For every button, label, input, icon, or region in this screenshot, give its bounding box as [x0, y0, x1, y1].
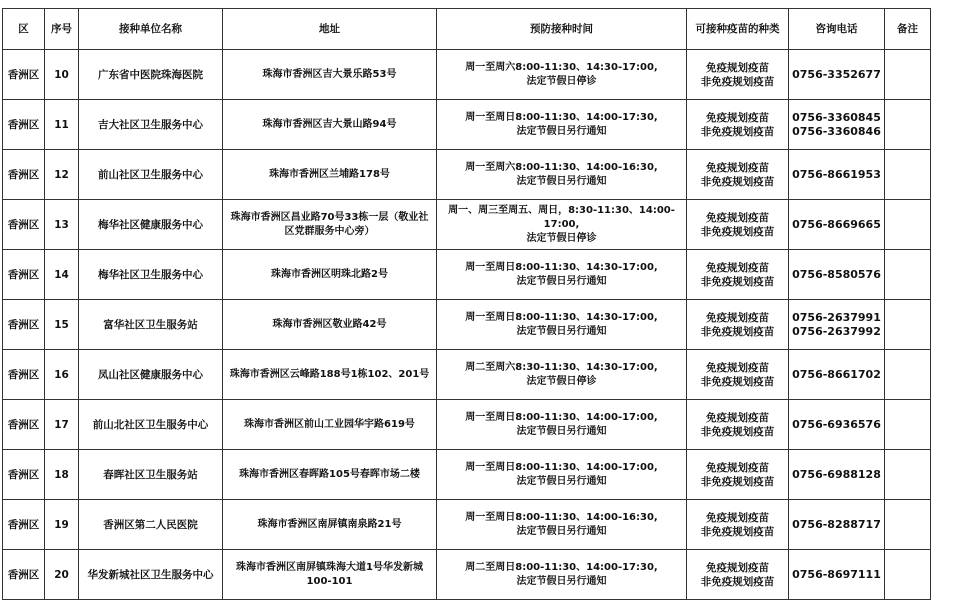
cell-district	[3, 100, 45, 150]
table-row	[3, 100, 931, 150]
cell-time	[437, 300, 687, 350]
cell-unit-name-text: 梅华社区卫生服务中心	[98, 268, 203, 281]
cell-time	[437, 500, 687, 550]
cell-phone-text: 0756-3360845	[792, 110, 881, 124]
cell-address-text: 珠海市香洲区春晖路105号春晖市场二楼	[239, 468, 420, 480]
cell-vaccine-types	[687, 250, 789, 300]
cell-number-text: 19	[54, 518, 69, 531]
cell-district-text: 香洲区	[7, 568, 40, 581]
cell-phone-text: 0756-6936576	[792, 417, 881, 431]
cell-number	[45, 150, 79, 200]
cell-vaccine-types-text: 非免疫规划疫苗	[700, 325, 775, 338]
cell-unit-name-text: 香洲区第二人民医院	[103, 518, 198, 531]
cell-vaccine-types-text: 非免疫规划疫苗	[700, 75, 775, 88]
cell-vaccine-types-text: 非免疫规划疫苗	[700, 375, 775, 388]
cell-address	[223, 400, 437, 450]
table-header	[3, 9, 931, 50]
cell-vaccine-types	[687, 300, 789, 350]
cell-vaccine-types	[687, 100, 789, 150]
cell-phone	[789, 100, 885, 150]
cell-phone-text: 0756-3352677	[792, 67, 881, 81]
cell-district	[3, 150, 45, 200]
cell-address	[223, 550, 437, 600]
cell-address-text: 珠海市香洲区吉大景山路94号	[262, 118, 397, 130]
cell-phone-text: 0756-2637991	[792, 310, 881, 324]
cell-vaccine-types-text: 非免疫规划疫苗	[700, 125, 775, 138]
cell-phone	[789, 450, 885, 500]
cell-district-text: 香洲区	[7, 268, 40, 281]
cell-vaccine-types-text: 非免疫规划疫苗	[700, 175, 775, 188]
cell-number	[45, 50, 79, 100]
cell-vaccine-types	[687, 150, 789, 200]
cell-time-text: 周一至周日8:00-11:30、14:00-17:00,	[465, 411, 658, 423]
cell-note	[885, 50, 931, 100]
cell-note	[885, 350, 931, 400]
table-row	[3, 150, 931, 200]
cell-time-text: 周一至周日8:00-11:30、14:00-17:00,	[465, 461, 658, 473]
cell-phone-text: 0756-3360846	[792, 124, 881, 138]
cell-time-text: 法定节假日停诊	[526, 232, 597, 244]
cell-address-text: 珠海市香洲区前山工业园华宇路619号	[244, 418, 415, 430]
cell-number	[45, 500, 79, 550]
cell-number-text: 20	[54, 568, 69, 581]
cell-unit-name-text: 吉大社区卫生服务中心	[98, 118, 203, 131]
cell-address-text: 珠海市香洲区兰埔路178号	[269, 168, 390, 180]
cell-note	[885, 100, 931, 150]
cell-vaccine-types-text: 免疫规划疫苗	[706, 311, 769, 324]
vaccination-sites-table	[2, 8, 931, 600]
cell-time-text: 法定节假日停诊	[526, 375, 597, 387]
cell-phone	[789, 550, 885, 600]
cell-unit-name	[79, 50, 223, 100]
cell-phone	[789, 400, 885, 450]
cell-vaccine-types-text: 免疫规划疫苗	[706, 111, 769, 124]
cell-vaccine-types	[687, 550, 789, 600]
cell-phone-text: 0756-8580576	[792, 267, 881, 281]
cell-unit-name-text: 梅华社区健康服务中心	[98, 218, 203, 231]
cell-vaccine-types-text: 免疫规划疫苗	[706, 511, 769, 524]
cell-number-text: 14	[54, 268, 69, 281]
cell-unit-name	[79, 150, 223, 200]
cell-unit-name	[79, 500, 223, 550]
cell-unit-name-text: 华发新城社区卫生服务中心	[87, 568, 214, 581]
cell-unit-name	[79, 100, 223, 150]
cell-unit-name	[79, 250, 223, 300]
cell-vaccine-types-text: 非免疫规划疫苗	[700, 575, 775, 588]
cell-number-text: 16	[54, 368, 69, 381]
cell-address-text: 珠海市香洲区明珠北路2号	[271, 268, 388, 280]
cell-time	[437, 550, 687, 600]
cell-district-text: 香洲区	[7, 468, 40, 481]
cell-unit-name	[79, 550, 223, 600]
cell-number-text: 13	[54, 218, 69, 231]
cell-note	[885, 550, 931, 600]
cell-district	[3, 300, 45, 350]
cell-unit-name-text: 广东省中医院珠海医院	[98, 68, 203, 81]
cell-time-text: 周二至周日8:00-11:30、14:00-17:30,	[465, 561, 658, 573]
cell-vaccine-types-text: 免疫规划疫苗	[706, 211, 769, 224]
cell-phone	[789, 250, 885, 300]
cell-time-text: 法定节假日另行通知	[516, 275, 607, 287]
cell-vaccine-types-text: 免疫规划疫苗	[706, 261, 769, 274]
cell-phone-text: 0756-8661702	[792, 367, 881, 381]
cell-time-text: 周一至周日8:00-11:30、14:30-17:00,	[465, 311, 658, 323]
table-row	[3, 450, 931, 500]
cell-phone-text: 0756-8697111	[792, 567, 881, 581]
cell-time-text: 周二至周六8:30-11:30、14:30-17:00,	[465, 361, 658, 373]
cell-district-text: 香洲区	[7, 68, 40, 81]
cell-number	[45, 350, 79, 400]
cell-address-text: 珠海市香洲区昌业路70号33栋一层（敬业社区党群服务中心旁）	[230, 211, 429, 237]
cell-vaccine-types	[687, 200, 789, 250]
cell-unit-name-text: 前山北社区卫生服务中心	[92, 418, 209, 431]
cell-district	[3, 50, 45, 100]
cell-time-text: 法定节假日另行通知	[516, 175, 607, 187]
cell-number	[45, 550, 79, 600]
cell-district	[3, 350, 45, 400]
cell-time	[437, 100, 687, 150]
cell-vaccine-types-text: 非免疫规划疫苗	[700, 475, 775, 488]
cell-time-text: 周一至周日8:00-11:30、14:00-17:30,	[465, 111, 658, 123]
cell-address	[223, 250, 437, 300]
header-cell-unit-name: 接种单位名称	[79, 9, 223, 50]
cell-vaccine-types	[687, 450, 789, 500]
cell-address	[223, 50, 437, 100]
table-body	[3, 50, 931, 600]
cell-number	[45, 450, 79, 500]
cell-unit-name	[79, 350, 223, 400]
cell-note	[885, 150, 931, 200]
cell-phone	[789, 350, 885, 400]
header-cell-address: 地址	[223, 9, 437, 50]
cell-unit-name-text: 春晖社区卫生服务站	[103, 468, 198, 481]
cell-vaccine-types	[687, 500, 789, 550]
cell-time	[437, 50, 687, 100]
cell-number-text: 11	[54, 118, 69, 131]
cell-address-text: 珠海市香洲区南屏镇南泉路21号	[257, 518, 402, 530]
cell-time-text: 周一至周六8:00-11:30、14:30-17:00,	[465, 61, 658, 73]
cell-phone	[789, 200, 885, 250]
cell-number	[45, 100, 79, 150]
cell-vaccine-types-text: 免疫规划疫苗	[706, 61, 769, 74]
cell-district	[3, 400, 45, 450]
cell-phone-text: 0756-6988128	[792, 467, 881, 481]
header-cell-note: 备注	[885, 9, 931, 50]
cell-time-text: 法定节假日另行通知	[516, 325, 607, 337]
cell-phone-text: 0756-8288717	[792, 517, 881, 531]
header-cell-district: 区	[3, 9, 45, 50]
cell-address-text: 珠海市香洲区敬业路42号	[272, 318, 387, 330]
cell-vaccine-types-text: 免疫规划疫苗	[706, 361, 769, 374]
cell-time	[437, 450, 687, 500]
table-row	[3, 300, 931, 350]
cell-vaccine-types-text: 免疫规划疫苗	[706, 411, 769, 424]
cell-phone	[789, 300, 885, 350]
cell-time-text: 法定节假日另行通知	[516, 525, 607, 537]
cell-time	[437, 250, 687, 300]
header-cell-phone: 咨询电话	[789, 9, 885, 50]
cell-number-text: 10	[54, 68, 69, 81]
cell-address	[223, 300, 437, 350]
cell-phone-text: 0756-8661953	[792, 167, 881, 181]
cell-address	[223, 100, 437, 150]
table-row	[3, 350, 931, 400]
cell-time-text: 周一至周日8:00-11:30、14:30-17:00,	[465, 261, 658, 273]
cell-time-text: 周一至周日8:00-11:30、14:00-16:30,	[465, 511, 658, 523]
cell-address-text: 珠海市香洲区南屏镇珠海大道1号华发新城100-101	[236, 561, 423, 587]
cell-number	[45, 300, 79, 350]
cell-vaccine-types	[687, 400, 789, 450]
cell-address-text: 珠海市香洲区云峰路188号1栋102、201号	[229, 368, 430, 380]
cell-vaccine-types-text: 免疫规划疫苗	[706, 461, 769, 474]
cell-number	[45, 400, 79, 450]
cell-district-text: 香洲区	[7, 318, 40, 331]
cell-number-text: 15	[54, 318, 69, 331]
cell-unit-name	[79, 300, 223, 350]
table-row	[3, 250, 931, 300]
cell-vaccine-types-text: 非免疫规划疫苗	[700, 525, 775, 538]
cell-district-text: 香洲区	[7, 118, 40, 131]
cell-time	[437, 200, 687, 250]
cell-district	[3, 500, 45, 550]
cell-unit-name	[79, 450, 223, 500]
cell-unit-name-text: 富华社区卫生服务站	[103, 318, 198, 331]
cell-number-text: 18	[54, 468, 69, 481]
cell-time-text: 法定节假日另行通知	[516, 125, 607, 137]
cell-vaccine-types-text: 非免疫规划疫苗	[700, 275, 775, 288]
cell-phone	[789, 150, 885, 200]
cell-time-text: 法定节假日另行通知	[516, 425, 607, 437]
cell-address-text: 珠海市香洲区吉大景乐路53号	[262, 68, 397, 80]
header-cell-number: 序号	[45, 9, 79, 50]
cell-vaccine-types	[687, 350, 789, 400]
cell-unit-name-text: 凤山社区健康服务中心	[98, 368, 203, 381]
cell-time	[437, 350, 687, 400]
cell-time-text: 周一至周六8:00-11:30、14:00-16:30,	[465, 161, 658, 173]
cell-time-text: 法定节假日另行通知	[516, 575, 607, 587]
cell-number	[45, 200, 79, 250]
cell-note	[885, 300, 931, 350]
cell-address	[223, 200, 437, 250]
cell-vaccine-types-text: 非免疫规划疫苗	[700, 425, 775, 438]
cell-unit-name	[79, 200, 223, 250]
cell-district-text: 香洲区	[7, 168, 40, 181]
cell-vaccine-types-text: 免疫规划疫苗	[706, 561, 769, 574]
cell-vaccine-types	[687, 50, 789, 100]
cell-district	[3, 550, 45, 600]
cell-number-text: 17	[54, 418, 69, 431]
cell-time	[437, 400, 687, 450]
cell-district-text: 香洲区	[7, 518, 40, 531]
cell-note	[885, 250, 931, 300]
cell-time-text: 法定节假日停诊	[526, 75, 597, 87]
cell-address	[223, 450, 437, 500]
cell-number	[45, 250, 79, 300]
table-row	[3, 200, 931, 250]
cell-district-text: 香洲区	[7, 218, 40, 231]
header-cell-time: 预防接种时间	[437, 9, 687, 50]
cell-address	[223, 150, 437, 200]
cell-note	[885, 500, 931, 550]
cell-address	[223, 500, 437, 550]
cell-time-text: 法定节假日另行通知	[516, 475, 607, 487]
cell-address	[223, 350, 437, 400]
cell-note	[885, 450, 931, 500]
cell-vaccine-types-text: 免疫规划疫苗	[706, 161, 769, 174]
cell-phone-text: 0756-8669665	[792, 217, 881, 231]
table-row	[3, 500, 931, 550]
table-row	[3, 50, 931, 100]
cell-phone	[789, 500, 885, 550]
cell-time-text: 周一、周三至周五、周日，8:30-11:30、14:00-17:00,	[448, 204, 675, 230]
cell-district-text: 香洲区	[7, 368, 40, 381]
cell-district	[3, 250, 45, 300]
cell-unit-name	[79, 400, 223, 450]
cell-time	[437, 150, 687, 200]
header-cell-vaccine-types: 可接种疫苗的种类	[687, 9, 789, 50]
cell-district	[3, 450, 45, 500]
header-row	[3, 9, 931, 50]
cell-vaccine-types-text: 非免疫规划疫苗	[700, 225, 775, 238]
table-row	[3, 400, 931, 450]
cell-unit-name-text: 前山社区卫生服务中心	[98, 168, 203, 181]
cell-district-text: 香洲区	[7, 418, 40, 431]
cell-district	[3, 200, 45, 250]
cell-phone	[789, 50, 885, 100]
table-row	[3, 550, 931, 600]
cell-phone-text: 0756-2637992	[792, 324, 881, 338]
document-page	[2, 8, 930, 600]
cell-number-text: 12	[54, 168, 69, 181]
cell-note	[885, 400, 931, 450]
cell-note	[885, 200, 931, 250]
